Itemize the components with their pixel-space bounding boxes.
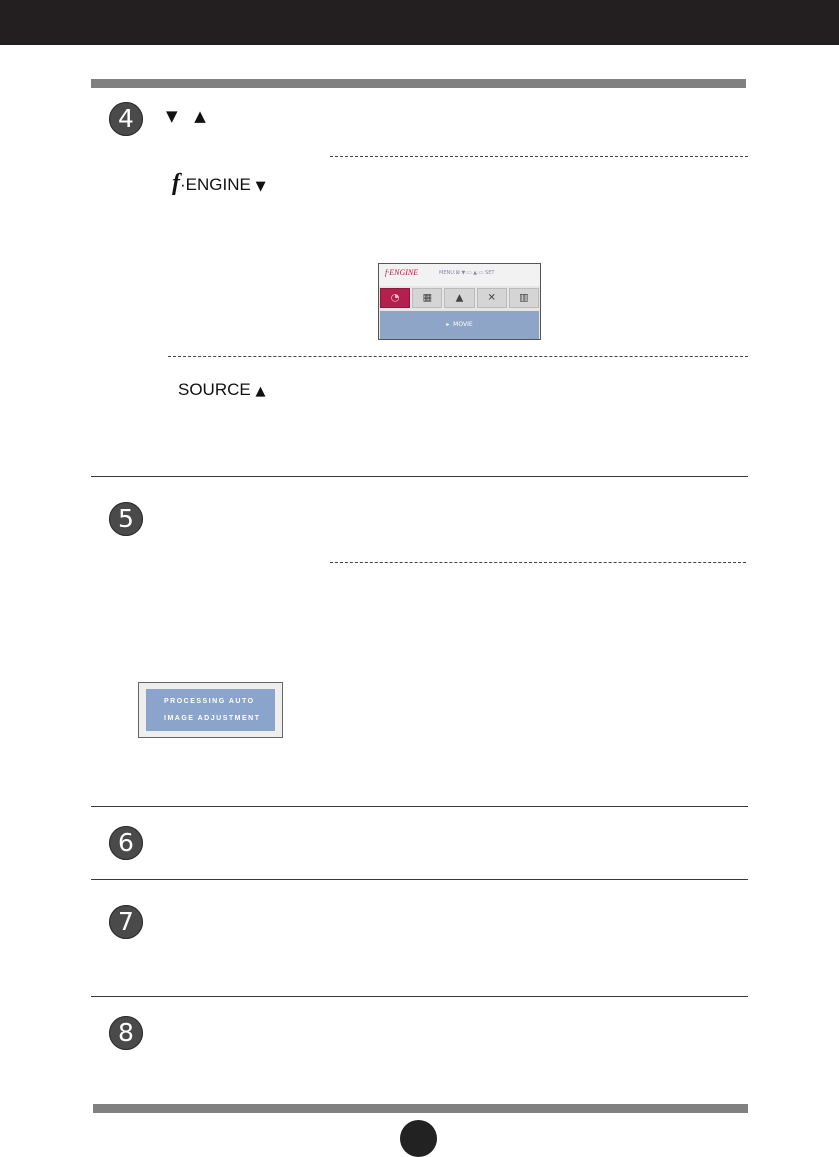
internet-icon: ▦: [412, 288, 442, 308]
section-divider: [91, 996, 748, 997]
section-divider: [91, 879, 748, 880]
dashed-divider: [168, 356, 748, 357]
osd-mode-icons: [380, 288, 539, 308]
osd-selected-mode: MOVIE: [453, 321, 473, 328]
step-number-4: 4: [109, 102, 143, 136]
bottom-section-bar: [93, 1104, 748, 1113]
dashed-divider: [330, 156, 748, 157]
down-arrow-icon: ▼: [255, 179, 266, 194]
picture-icon: ▲: [444, 288, 474, 308]
step-number-8: 8: [109, 1016, 143, 1050]
osd-controls-hint: MENU:⊠ ▼:▭ ▲:▭ SET: [439, 270, 495, 276]
demo-icon: ▥: [509, 288, 539, 308]
top-section-bar: [91, 79, 746, 88]
normal-icon: ✕: [477, 288, 507, 308]
section-divider: [91, 476, 748, 477]
top-header-bar: [0, 0, 839, 45]
processing-line-2: IMAGE ADJUSTMENT: [164, 715, 261, 722]
step-number-6: 6: [109, 826, 143, 860]
step-number-5: 5: [109, 502, 143, 536]
processing-panel: [146, 689, 275, 731]
page-number-badge: [400, 1120, 437, 1157]
up-arrow-icon: ▲: [255, 384, 266, 399]
section-divider: [91, 806, 748, 807]
processing-auto-osd: [138, 682, 283, 738]
osd-header: [379, 264, 540, 286]
down-up-arrows: ▼ ▲: [166, 107, 212, 125]
dashed-divider: [330, 562, 746, 563]
fengine-text: ·ENGINE: [180, 175, 251, 194]
fengine-f-glyph: f: [172, 170, 180, 196]
osd-title: f·ENGINE: [385, 268, 419, 277]
source-button-label: [178, 380, 265, 400]
movie-icon: ◔: [380, 288, 410, 308]
processing-line-1: PROCESSING AUTO: [164, 698, 255, 705]
source-text: SOURCE: [178, 380, 251, 399]
fengine-button-label: [172, 170, 266, 197]
fengine-osd-menu: [378, 263, 541, 340]
step-number-7: 7: [109, 905, 143, 939]
osd-mode-panel: ▸ MOVIE: [380, 311, 539, 339]
